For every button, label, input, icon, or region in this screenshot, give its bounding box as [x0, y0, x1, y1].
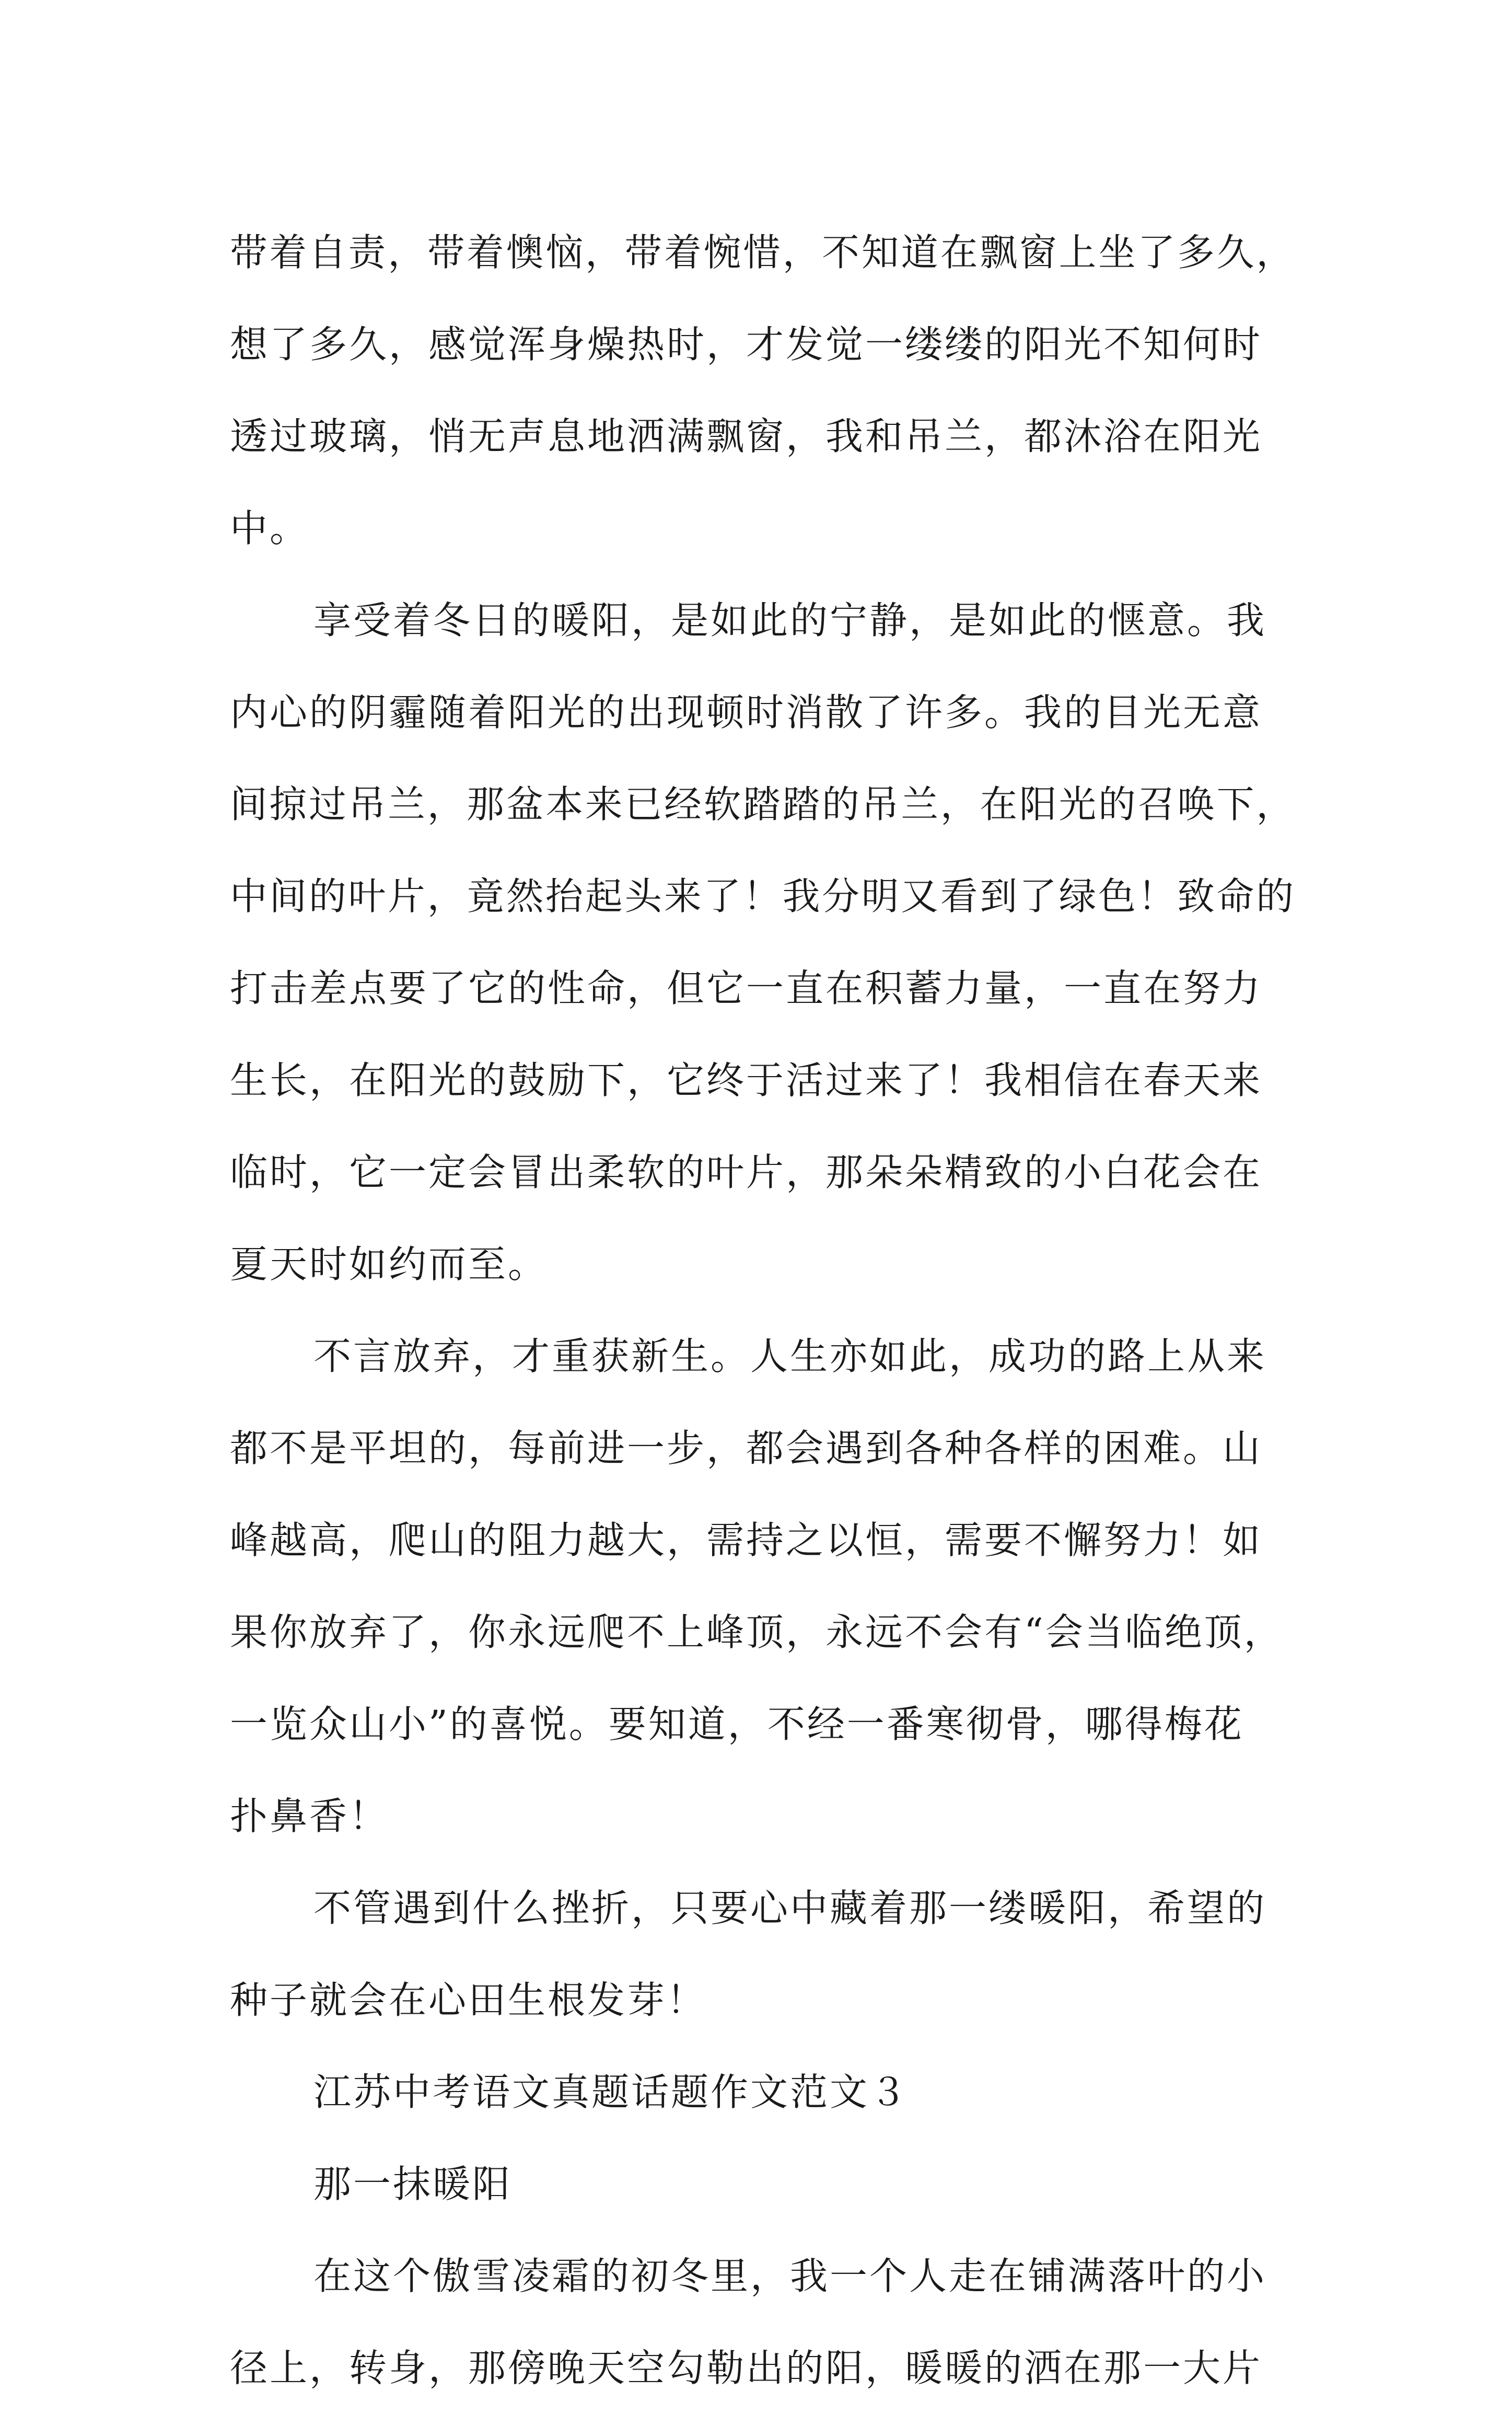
text-line: 峰越高，爬山的阻力越大，需持之以恒，需要不懈努力！如	[230, 1518, 1263, 1562]
text-line: 内心的阴霾随着阳光的出现顿时消散了许多。我的目光无意	[230, 690, 1263, 734]
text-line: 透过玻璃，悄无声息地洒满飘窗，我和吊兰，都沐浴在阳光	[230, 414, 1263, 458]
text-line: 中间的叶片，竟然抬起头来了！我分明又看到了绿色！致命的	[230, 874, 1296, 918]
essay-text-block	[230, 206, 1296, 2414]
section-heading: 江苏中考语文真题话题作文范文３	[313, 2070, 910, 2114]
text-line: 一览众山小”的喜悦。要知道，不经一番寒彻骨，哪得梅花	[230, 1702, 1244, 1746]
paragraph-first-line: 在这个傲雪凌霜的初冬里，我一个人走在铺满落叶的小	[313, 2254, 1267, 2298]
text-line: 都不是平坦的，每前进一步，都会遇到各种各样的困难。山	[230, 1426, 1263, 1470]
text-line: 夏天时如约而至。	[230, 1242, 548, 1286]
text-line: 临时，它一定会冒出柔软的叶片，那朵朵精致的小白花会在	[230, 1150, 1263, 1194]
text-line: 打击差点要了它的性命，但它一直在积蓄力量，一直在努力	[230, 966, 1263, 1010]
text-line: 生长，在阳光的鼓励下，它终于活过来了！我相信在春天来	[230, 1058, 1263, 1102]
text-line: 想了多久，感觉浑身燥热时，才发觉一缕缕的阳光不知何时	[230, 322, 1263, 366]
paragraph-first-line: 不言放弃，才重获新生。人生亦如此，成功的路上从来	[313, 1334, 1267, 1378]
text-line: 果你放弃了，你永远爬不上峰顶，永远不会有“会当临绝顶，	[230, 1610, 1284, 1654]
text-line: 径上，转身，那傍晚天空勾勒出的阳，暖暖的洒在那一大片	[230, 2346, 1263, 2390]
text-line: 种子就会在心田生根发芽！	[230, 1978, 707, 2022]
essay-title: 那一抹暖阳	[313, 2162, 513, 2206]
text-line: 带着自责，带着懊恼，带着惋惜，不知道在飘窗上坐了多久，	[230, 230, 1296, 274]
paragraph-first-line: 不管遇到什么挫折，只要心中藏着那一缕暖阳，希望的	[313, 1886, 1267, 1930]
text-line: 中。	[230, 506, 310, 550]
paragraph-first-line: 享受着冬日的暖阳，是如此的宁静，是如此的惬意。我	[313, 598, 1267, 642]
text-line: 间掠过吊兰，那盆本来已经软踏踏的吊兰，在阳光的召唤下，	[230, 782, 1296, 826]
text-line: 扑鼻香！	[230, 1794, 389, 1838]
